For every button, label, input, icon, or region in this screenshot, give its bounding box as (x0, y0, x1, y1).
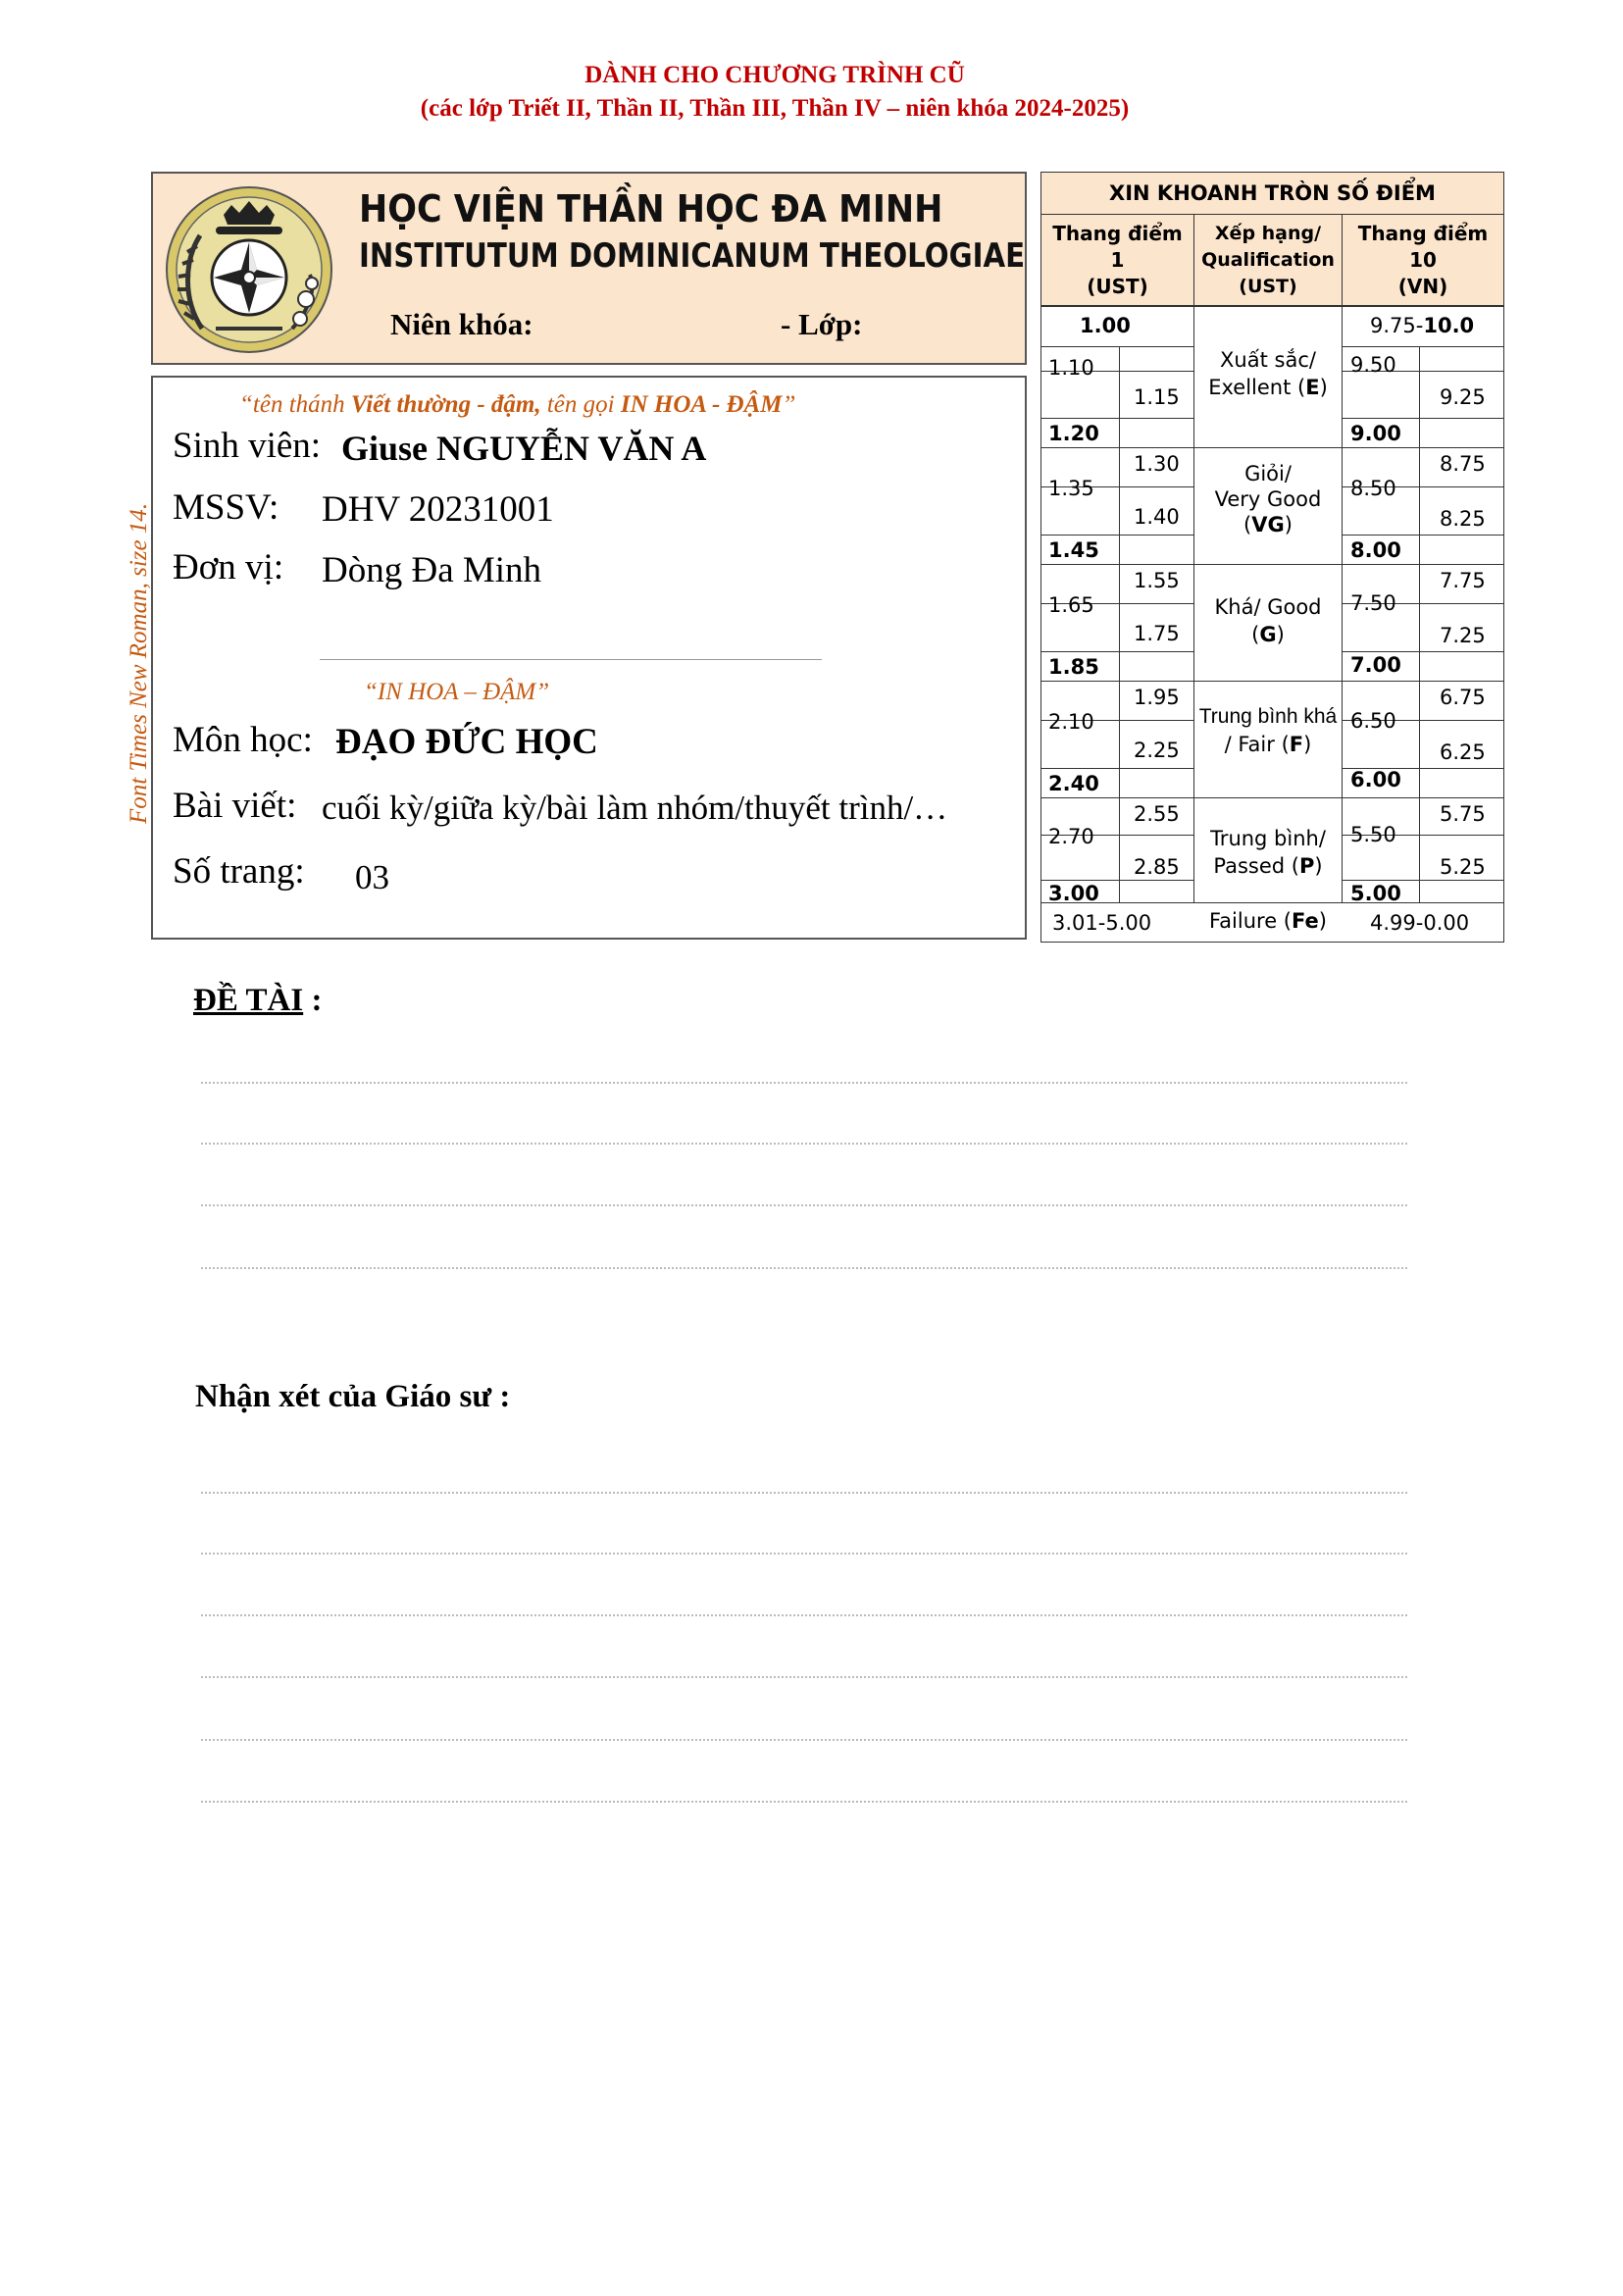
subject-field[interactable]: ĐẠO ĐỨC HỌC (335, 722, 598, 762)
ust-value[interactable]: 1.00 (1080, 314, 1131, 337)
student-id-field[interactable]: DHV 20231001 (322, 489, 554, 530)
student-info-box (151, 376, 1027, 940)
row-line (1040, 418, 1194, 419)
vn-value[interactable]: 6.25 (1440, 740, 1486, 764)
vn-value[interactable]: 7.75 (1440, 569, 1486, 592)
student-name-field[interactable]: Giuse NGUYỄN VĂN A (341, 429, 707, 468)
row-line (1342, 564, 1504, 565)
ust-value[interactable]: 2.40 (1048, 772, 1099, 795)
vn-value[interactable]: 9.00 (1350, 422, 1401, 445)
grade-scale-table (1040, 172, 1504, 943)
vn-value[interactable]: 6.00 (1350, 768, 1401, 791)
vn-value[interactable]: 7.50 (1350, 591, 1396, 615)
topic-line[interactable] (201, 1143, 1407, 1145)
ust-value[interactable]: 1.95 (1134, 686, 1180, 709)
notice-line-1: DÀNH CHO CHƯƠNG TRÌNH CŨ (584, 62, 965, 88)
topic-label: ĐỀ TÀI : (193, 983, 323, 1018)
vn-value[interactable]: 8.75 (1440, 452, 1486, 476)
topic-line[interactable] (201, 1267, 1407, 1269)
professor-comment-label: Nhận xét của Giáo sư : (195, 1379, 511, 1414)
ust-value[interactable]: 2.70 (1048, 825, 1094, 848)
rank-line (1193, 564, 1343, 565)
topic-line[interactable] (201, 1204, 1407, 1206)
row-line (1040, 651, 1194, 652)
row-line (1040, 535, 1194, 536)
class-label: - Lớp: (781, 307, 863, 341)
row-line (1040, 880, 1194, 881)
unit-label: Đơn vị: (173, 547, 284, 587)
row-line (1040, 797, 1194, 798)
ust-value[interactable]: 1.15 (1134, 385, 1180, 409)
topic-line[interactable] (201, 1082, 1407, 1084)
grade-table-title: XIN KHOANH TRÒN SỐ ĐIỂM (1109, 181, 1436, 205)
row-line (1342, 418, 1504, 419)
ust-value[interactable]: 1.40 (1134, 505, 1180, 529)
ust-value[interactable]: 2.55 (1134, 802, 1180, 826)
rank-line (1193, 447, 1343, 448)
institute-seal-icon (163, 181, 335, 354)
ust-value[interactable]: 1.20 (1048, 422, 1099, 445)
comment-line[interactable] (201, 1676, 1407, 1678)
row-line (1342, 346, 1504, 347)
comment-line[interactable] (201, 1492, 1407, 1494)
institute-name-vn: HỌC VIỆN THẦN HỌC ĐA MINH (359, 187, 943, 230)
vn-value[interactable]: 6.75 (1440, 686, 1486, 709)
vn-value[interactable]: 9.25 (1440, 385, 1486, 409)
student-id-label: MSSV: (173, 487, 279, 528)
fail-ust-range[interactable]: 3.01-5.00 (1052, 911, 1152, 935)
ust-value[interactable]: 1.85 (1048, 655, 1099, 679)
page-count-field[interactable]: 03 (355, 858, 389, 896)
comment-line[interactable] (201, 1739, 1407, 1741)
vn-value[interactable]: 5.25 (1440, 855, 1486, 879)
academic-year-label: Niên khóa: (390, 307, 533, 341)
assignment-type-label: Bài viết: (173, 786, 297, 826)
rank-passed: Trung bình/ Passed (P) (1210, 827, 1326, 878)
ust-value[interactable]: 1.30 (1134, 452, 1180, 476)
rank-good: Khá/ Good (G) (1214, 595, 1322, 646)
separator-line (320, 659, 822, 660)
row-line (1040, 681, 1194, 682)
row-line (1342, 535, 1504, 536)
unit-field[interactable]: Dòng Đa Minh (322, 550, 542, 590)
page-count-label: Số trang: (173, 851, 305, 892)
ust-value[interactable]: 2.25 (1134, 739, 1180, 762)
row-line (1342, 797, 1504, 798)
col3-split (1419, 346, 1420, 903)
row-line (1342, 447, 1504, 448)
row-line (1040, 564, 1194, 565)
row-line (1342, 681, 1504, 682)
ust-value[interactable]: 2.85 (1134, 855, 1180, 879)
subject-format-hint: “IN HOA – ĐẬM” (364, 679, 550, 705)
program-notice (0, 59, 1549, 126)
vn-value[interactable]: 5.75 (1440, 802, 1486, 826)
vn-value[interactable]: 8.25 (1440, 507, 1486, 531)
fail-vn-range[interactable]: 4.99-0.00 (1370, 911, 1470, 935)
comment-line[interactable] (201, 1614, 1407, 1616)
name-format-hint: “tên thánh Viết thường - đậm, tên gọi IN HOA - ĐẬM” (239, 391, 796, 418)
comment-line[interactable] (201, 1553, 1407, 1555)
vn-value[interactable]: 8.00 (1350, 538, 1401, 562)
institute-header (151, 172, 1027, 365)
col1-header: Thang điểm 1 (UST) (1052, 222, 1183, 298)
row-line (1040, 346, 1194, 347)
rank-very-good: Giỏi/ Very Good (VG) (1214, 462, 1322, 536)
row-line (1040, 768, 1194, 769)
rank-failure: Failure (Fe) (1209, 909, 1327, 933)
row-line (1040, 447, 1194, 448)
ust-value[interactable]: 2.10 (1048, 710, 1094, 734)
comment-line[interactable] (201, 1801, 1407, 1803)
rank-fair: Trung bình khá / Fair (F) (1198, 705, 1338, 756)
institute-name-latin: INSTITUTUM DOMINICANUM THEOLOGIAE (359, 236, 1026, 276)
vn-value[interactable]: 5.50 (1350, 823, 1396, 846)
rank-line (1193, 797, 1343, 798)
col1-split (1119, 346, 1120, 903)
font-note: Font Times New Roman, size 14. (126, 502, 152, 824)
col2-header: Xếp hạng/ Qualification (UST) (1201, 223, 1335, 297)
assignment-type-field[interactable]: cuối kỳ/giữa kỳ/bài làm nhóm/thuyết trình/… (322, 789, 948, 827)
rank-line (1193, 681, 1343, 682)
vn-value[interactable]: 9.50 (1350, 353, 1396, 377)
vn-value[interactable]: 8.50 (1350, 477, 1396, 500)
col3-header: Thang điểm 10 (VN) (1357, 222, 1489, 298)
ust-value[interactable]: 1.10 (1048, 356, 1094, 380)
vn-value[interactable]: 5.00 (1350, 882, 1401, 905)
vn-value[interactable]: 6.50 (1350, 709, 1396, 733)
row-line (1342, 880, 1504, 881)
row-line (1342, 651, 1504, 652)
rank-excellent: Xuất sắc/ Exellent (E) (1208, 348, 1328, 399)
ust-value[interactable]: 1.65 (1048, 593, 1094, 617)
ust-value[interactable]: 3.00 (1048, 882, 1099, 905)
vn-value[interactable]: 7.00 (1350, 653, 1401, 677)
ust-value[interactable]: 1.55 (1134, 569, 1180, 592)
ust-value[interactable]: 1.45 (1048, 538, 1099, 562)
notice-line-2: (các lớp Triết II, Thần II, Thần III, Thần IV – niên khóa 2024-2025) (420, 95, 1130, 122)
vn-value[interactable]: 9.75-10.0 (1370, 314, 1475, 337)
ust-value[interactable]: 1.75 (1134, 622, 1180, 645)
ust-value[interactable]: 1.35 (1048, 477, 1094, 500)
subject-label: Môn học: (173, 720, 313, 760)
vn-value[interactable]: 7.25 (1440, 624, 1486, 647)
student-label: Sinh viên: (173, 426, 322, 466)
